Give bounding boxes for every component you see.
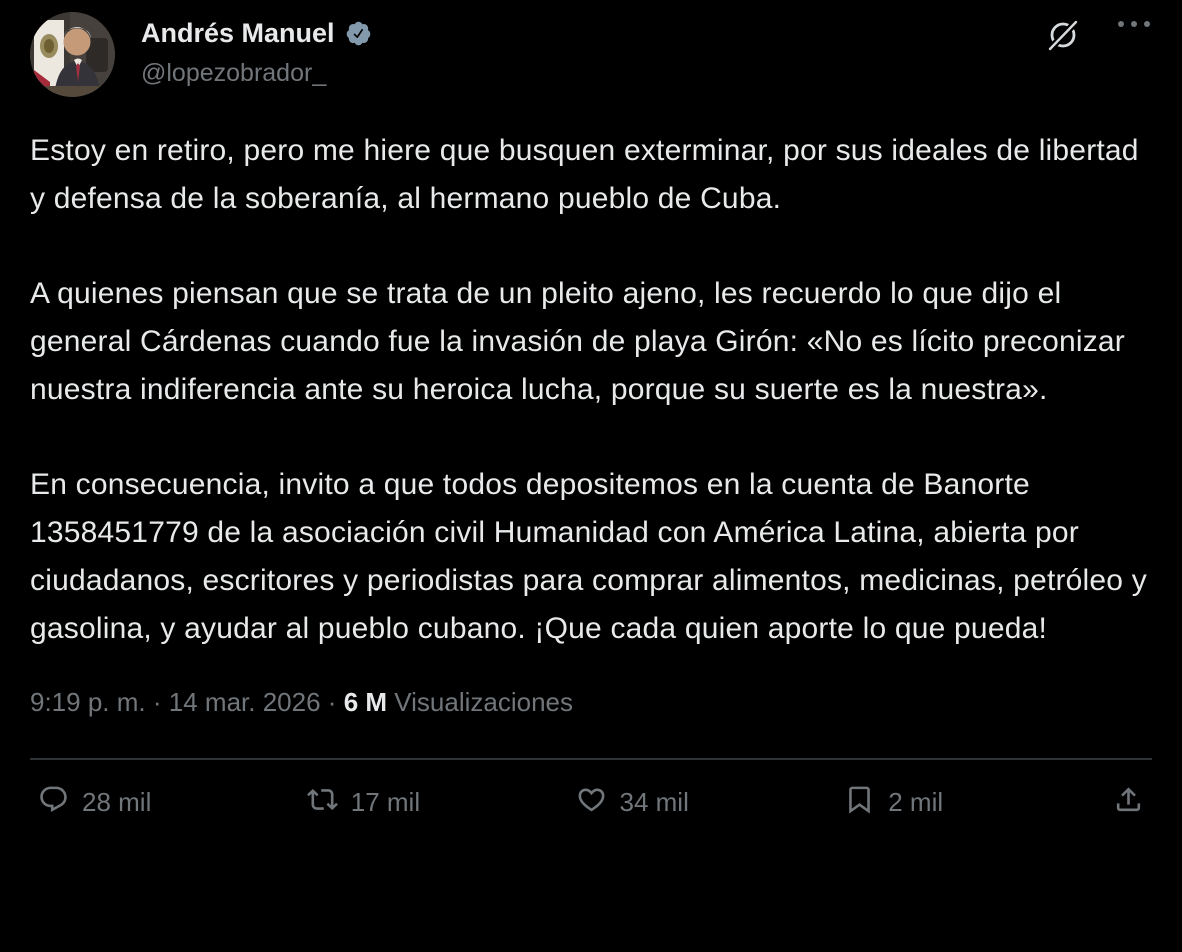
bookmark-button[interactable] [844,784,1113,822]
header-actions [1046,12,1152,55]
heart-icon [576,784,607,822]
reply-button[interactable] [38,784,307,822]
bookmark-count: 2 mil [888,787,944,818]
tweet-header [30,12,1152,97]
author-handle[interactable]: @lopezobrador_ [141,59,327,88]
bookmark-icon [844,784,875,822]
grok-icon [1046,18,1080,55]
author-link[interactable] [141,12,1046,88]
views-count: 6 M [343,687,388,717]
timestamp-date: 14 mar. 2026 [168,687,321,717]
tweet-paragraph-3: En consecuencia, invito a que todos depositemos en la cuenta de Banorte 1358451779 de la asociación civil Humanidad con América Latina, abierta por ciudadanos, escritores y periodistas para comprar alimentos, medicinas, petróleo y gasolina, y ayudar al pueblo cubano. ¡Que cada quien aporte lo que pueda! [30,468,1147,645]
tweet-paragraph-2: A quienes piensan que se trata de un pleito ajeno, les recuerdo lo que dijo el general Cárdenas cuando fue la invasión de playa Girón: «No es lícito preconizar nuestra indiferencia ante su heroica lucha, porque su suerte es la nuestra». [30,277,1125,406]
verified-badge-icon [345,20,372,47]
tweet-meta-line [30,686,1152,720]
reply-icon [38,784,69,822]
more-menu-button[interactable] [1116,18,1152,33]
timestamp-time: 9:19 p. m. [30,687,146,717]
meta-separator: · [327,687,337,717]
grok-button[interactable] [1046,18,1080,55]
meta-separator: · [152,687,162,717]
avatar[interactable] [30,12,115,97]
avatar-image [30,12,115,97]
reply-count: 28 mil [82,787,152,818]
tweet-text [30,127,1152,653]
share-button[interactable] [1113,784,1144,822]
share-icon [1113,784,1144,822]
like-button[interactable] [576,784,845,822]
repost-button[interactable] [307,784,576,822]
views-label: Visualizaciones [394,687,574,717]
author-name[interactable]: Andrés Manuel [141,18,335,48]
repost-icon [307,784,338,822]
more-ellipsis-icon [1116,18,1152,33]
action-bar [30,760,1152,822]
repost-count: 17 mil [350,787,421,818]
like-count: 34 mil [619,787,689,818]
tweet-paragraph-1: Estoy en retiro, pero me hiere que busquen exterminar, por sus ideales de libertad y defensa de la soberanía, al hermano pueblo de Cuba. [30,134,1139,215]
